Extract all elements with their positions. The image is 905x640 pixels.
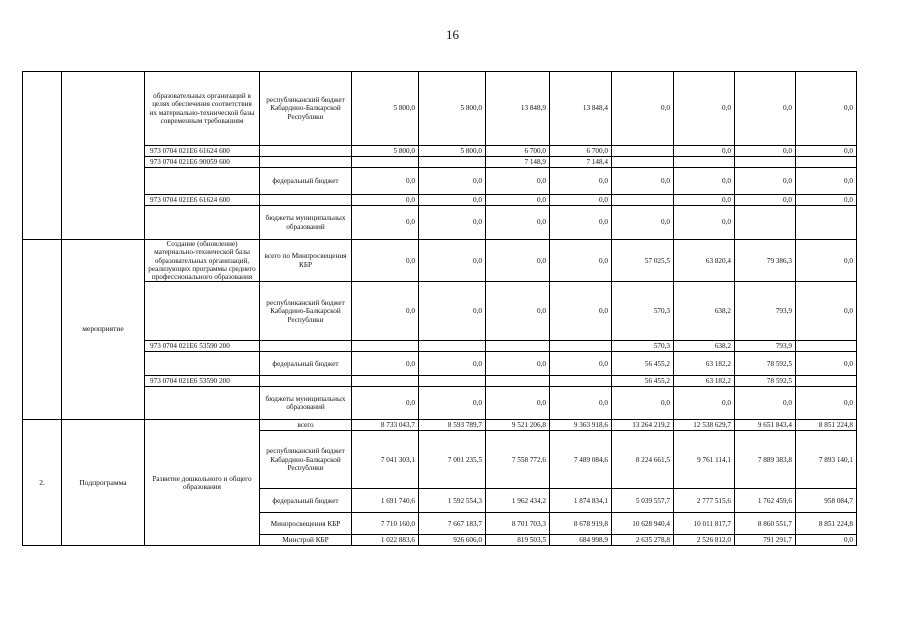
budget-table-body <box>23 72 857 546</box>
amount-cell: 0,0 <box>550 206 612 240</box>
amount-cell: 7 148,4 <box>550 157 612 168</box>
amount-cell: 8 224 661,5 <box>612 431 674 489</box>
amount-cell <box>550 341 612 352</box>
amount-cell: 0,0 <box>352 195 419 206</box>
amount-cell: 0,0 <box>486 282 550 341</box>
funding-source-cell: Минпросвещения КБР <box>260 513 352 535</box>
amount-cell: 63 182,2 <box>674 352 735 376</box>
amount-cell: 0,0 <box>796 72 857 146</box>
amount-cell: 819 503,5 <box>486 535 550 546</box>
amount-cell: 0,0 <box>735 146 796 157</box>
table-row <box>23 146 857 157</box>
amount-cell: 5 800,0 <box>419 72 486 146</box>
funding-source-cell: республиканский бюджет Кабардино-Балкарской Республики <box>260 72 352 146</box>
amount-cell: 56 455,2 <box>612 376 674 387</box>
amount-cell: 9 651 843,4 <box>735 420 796 431</box>
amount-cell: 0,0 <box>796 387 857 420</box>
funding-source-cell <box>260 146 352 157</box>
funding-source-cell: всего по Минпросвещения КБР <box>260 240 352 282</box>
amount-cell: 638,2 <box>674 282 735 341</box>
amount-cell: 57 025,5 <box>612 240 674 282</box>
amount-cell <box>735 206 796 240</box>
amount-cell: 13 848,9 <box>486 72 550 146</box>
activity-name-cell <box>145 352 260 376</box>
funding-source-cell <box>260 195 352 206</box>
program-name-cell: Развитие дошкольного и общего образования <box>145 420 260 546</box>
amount-cell: 8 733 043,7 <box>352 420 419 431</box>
amount-cell: 0,0 <box>550 240 612 282</box>
amount-cell: 0,0 <box>486 206 550 240</box>
amount-cell: 0,0 <box>352 168 419 195</box>
amount-cell: 8 851 224,8 <box>796 513 857 535</box>
amount-cell <box>612 146 674 157</box>
amount-cell: 0,0 <box>419 168 486 195</box>
activity-name-cell <box>145 282 260 341</box>
amount-cell: 0,0 <box>612 206 674 240</box>
amount-cell: 63 820,4 <box>674 240 735 282</box>
amount-cell: 0,0 <box>486 352 550 376</box>
funding-source-cell: федеральный бюджет <box>260 489 352 513</box>
amount-cell: 0,0 <box>674 387 735 420</box>
amount-cell: 2 635 278,8 <box>612 535 674 546</box>
amount-cell: 5 039 557,7 <box>612 489 674 513</box>
amount-cell: 9 363 918,6 <box>550 420 612 431</box>
funding-source-cell: федеральный бюджет <box>260 352 352 376</box>
amount-cell: 1 962 434,2 <box>486 489 550 513</box>
amount-cell: 1 592 554,3 <box>419 489 486 513</box>
amount-cell: 0,0 <box>674 206 735 240</box>
amount-cell: 10 628 940,4 <box>612 513 674 535</box>
amount-cell: 7 489 084,6 <box>550 431 612 489</box>
amount-cell: 0,0 <box>486 387 550 420</box>
amount-cell: 7 889 383,8 <box>735 431 796 489</box>
row-type-cell <box>62 72 145 240</box>
amount-cell: 0,0 <box>550 282 612 341</box>
amount-cell: 638,2 <box>674 341 735 352</box>
amount-cell: 0,0 <box>796 240 857 282</box>
activity-name-cell <box>145 206 260 240</box>
funding-source-cell <box>260 376 352 387</box>
amount-cell: 0,0 <box>550 352 612 376</box>
amount-cell: 0,0 <box>796 195 857 206</box>
row-type-cell: мероприятие <box>62 240 145 420</box>
amount-cell <box>612 195 674 206</box>
amount-cell: 0,0 <box>735 168 796 195</box>
amount-cell: 0,0 <box>735 72 796 146</box>
page-number: 16 <box>446 27 459 42</box>
funding-source-cell: всего <box>260 420 352 431</box>
amount-cell <box>550 376 612 387</box>
amount-cell: 8 701 703,3 <box>486 513 550 535</box>
row-number-cell: 2. <box>23 420 62 546</box>
amount-cell: 0,0 <box>550 168 612 195</box>
funding-source-cell <box>260 157 352 168</box>
amount-cell: 0,0 <box>796 168 857 195</box>
budget-code-cell: 973 0704 021E6 61624 600 <box>145 195 260 206</box>
funding-source-cell: республиканский бюджет Кабардино-Балкарской Республики <box>260 282 352 341</box>
amount-cell: 0,0 <box>796 352 857 376</box>
amount-cell: 13 264 219,2 <box>612 420 674 431</box>
amount-cell: 7 893 140,1 <box>796 431 857 489</box>
amount-cell: 0,0 <box>419 387 486 420</box>
activity-name-cell: образовательных организаций в целях обеспечения соответствия их материально-технической базы современным требованиям <box>145 72 260 146</box>
funding-source-cell: бюджеты муниципальных образований <box>260 206 352 240</box>
funding-source-cell: бюджеты муниципальных образований <box>260 387 352 420</box>
amount-cell: 2 526 812,0 <box>674 535 735 546</box>
table-row <box>23 195 857 206</box>
budget-table <box>22 71 857 546</box>
amount-cell: 958 084,7 <box>796 489 857 513</box>
amount-cell: 56 455,2 <box>612 352 674 376</box>
amount-cell: 79 386,3 <box>735 240 796 282</box>
amount-cell: 0,0 <box>419 282 486 341</box>
amount-cell: 8 678 919,8 <box>550 513 612 535</box>
budget-code-cell: 973 0704 021E6 53590 200 <box>145 341 260 352</box>
amount-cell: 10 011 817,7 <box>674 513 735 535</box>
amount-cell <box>352 376 419 387</box>
amount-cell: 0,0 <box>612 72 674 146</box>
amount-cell: 1 874 834,1 <box>550 489 612 513</box>
funding-source-cell: федеральный бюджет <box>260 168 352 195</box>
amount-cell: 0,0 <box>796 535 857 546</box>
budget-code-cell: 973 0704 021E6 90059 600 <box>145 157 260 168</box>
amount-cell <box>674 157 735 168</box>
amount-cell: 793,9 <box>735 341 796 352</box>
amount-cell: 0,0 <box>612 168 674 195</box>
amount-cell: 6 700,0 <box>550 146 612 157</box>
amount-cell: 5 800,0 <box>419 146 486 157</box>
amount-cell: 1 691 740,6 <box>352 489 419 513</box>
amount-cell: 0,0 <box>735 387 796 420</box>
amount-cell: 926 606,0 <box>419 535 486 546</box>
amount-cell: 0,0 <box>419 195 486 206</box>
amount-cell <box>419 376 486 387</box>
amount-cell: 570,3 <box>612 282 674 341</box>
amount-cell: 78 592,5 <box>735 352 796 376</box>
table-row <box>23 157 857 168</box>
amount-cell: 5 800,0 <box>352 72 419 146</box>
amount-cell: 8 851 224,8 <box>796 420 857 431</box>
table-row <box>23 387 857 420</box>
row-number-cell <box>23 72 62 240</box>
activity-name-cell <box>145 387 260 420</box>
amount-cell <box>486 341 550 352</box>
amount-cell <box>419 341 486 352</box>
funding-source-cell: Минстрой КБР <box>260 535 352 546</box>
amount-cell: 7 710 160,0 <box>352 513 419 535</box>
amount-cell: 0,0 <box>352 387 419 420</box>
amount-cell: 0,0 <box>612 387 674 420</box>
amount-cell: 0,0 <box>550 387 612 420</box>
amount-cell: 78 592,5 <box>735 376 796 387</box>
amount-cell: 0,0 <box>486 240 550 282</box>
budget-code-cell: 973 0704 021E6 61624 600 <box>145 146 260 157</box>
table-row <box>23 376 857 387</box>
amount-cell: 0,0 <box>796 146 857 157</box>
amount-cell: 793,9 <box>735 282 796 341</box>
amount-cell: 0,0 <box>550 195 612 206</box>
amount-cell: 7 148,9 <box>486 157 550 168</box>
table-row <box>23 240 857 282</box>
amount-cell: 684 998,9 <box>550 535 612 546</box>
amount-cell: 7 041 303,1 <box>352 431 419 489</box>
amount-cell: 8 860 551,7 <box>735 513 796 535</box>
amount-cell: 0,0 <box>352 282 419 341</box>
amount-cell <box>486 376 550 387</box>
amount-cell: 1 762 459,6 <box>735 489 796 513</box>
amount-cell: 0,0 <box>486 195 550 206</box>
amount-cell: 7 667 183,7 <box>419 513 486 535</box>
amount-cell: 9 761 114,1 <box>674 431 735 489</box>
amount-cell <box>352 341 419 352</box>
activity-name-cell <box>145 168 260 195</box>
amount-cell: 0,0 <box>352 206 419 240</box>
amount-cell: 0,0 <box>674 146 735 157</box>
amount-cell: 0,0 <box>674 168 735 195</box>
amount-cell: 0,0 <box>352 240 419 282</box>
amount-cell: 6 700,0 <box>486 146 550 157</box>
amount-cell: 8 593 789,7 <box>419 420 486 431</box>
table-row <box>23 341 857 352</box>
amount-cell <box>612 157 674 168</box>
table-row <box>23 282 857 341</box>
row-number-cell <box>23 240 62 420</box>
amount-cell: 0,0 <box>419 206 486 240</box>
amount-cell: 63 182,2 <box>674 376 735 387</box>
table-row <box>23 168 857 195</box>
amount-cell: 12 538 629,7 <box>674 420 735 431</box>
budget-code-cell: 973 0704 021E6 53590 200 <box>145 376 260 387</box>
activity-name-cell: Создание (обновление) материально-технической базы образовательных организаций, реализующих программы среднего профессионального образования <box>145 240 260 282</box>
amount-cell: 7 558 772,6 <box>486 431 550 489</box>
amount-cell: 791 291,7 <box>735 535 796 546</box>
amount-cell: 7 001 235,5 <box>419 431 486 489</box>
funding-source-cell <box>260 341 352 352</box>
amount-cell <box>796 376 857 387</box>
table-row <box>23 420 857 431</box>
amount-cell: 13 848,4 <box>550 72 612 146</box>
table-row <box>23 352 857 376</box>
amount-cell <box>419 157 486 168</box>
amount-cell: 2 777 515,6 <box>674 489 735 513</box>
amount-cell <box>796 341 857 352</box>
amount-cell: 0,0 <box>735 195 796 206</box>
amount-cell: 9 521 206,8 <box>486 420 550 431</box>
table-row <box>23 206 857 240</box>
amount-cell: 0,0 <box>674 195 735 206</box>
amount-cell: 570,3 <box>612 341 674 352</box>
amount-cell <box>352 157 419 168</box>
amount-cell <box>796 206 857 240</box>
amount-cell: 0,0 <box>419 352 486 376</box>
amount-cell: 0,0 <box>674 72 735 146</box>
amount-cell <box>735 157 796 168</box>
table-row <box>23 72 857 146</box>
amount-cell: 0,0 <box>419 240 486 282</box>
amount-cell: 1 022 883,6 <box>352 535 419 546</box>
amount-cell <box>796 157 857 168</box>
amount-cell: 0,0 <box>352 352 419 376</box>
row-type-cell: Подпрограмма <box>62 420 145 546</box>
amount-cell: 0,0 <box>796 282 857 341</box>
amount-cell: 0,0 <box>486 168 550 195</box>
funding-source-cell: республиканский бюджет Кабардино-Балкарской Республики <box>260 431 352 489</box>
amount-cell: 5 800,0 <box>352 146 419 157</box>
